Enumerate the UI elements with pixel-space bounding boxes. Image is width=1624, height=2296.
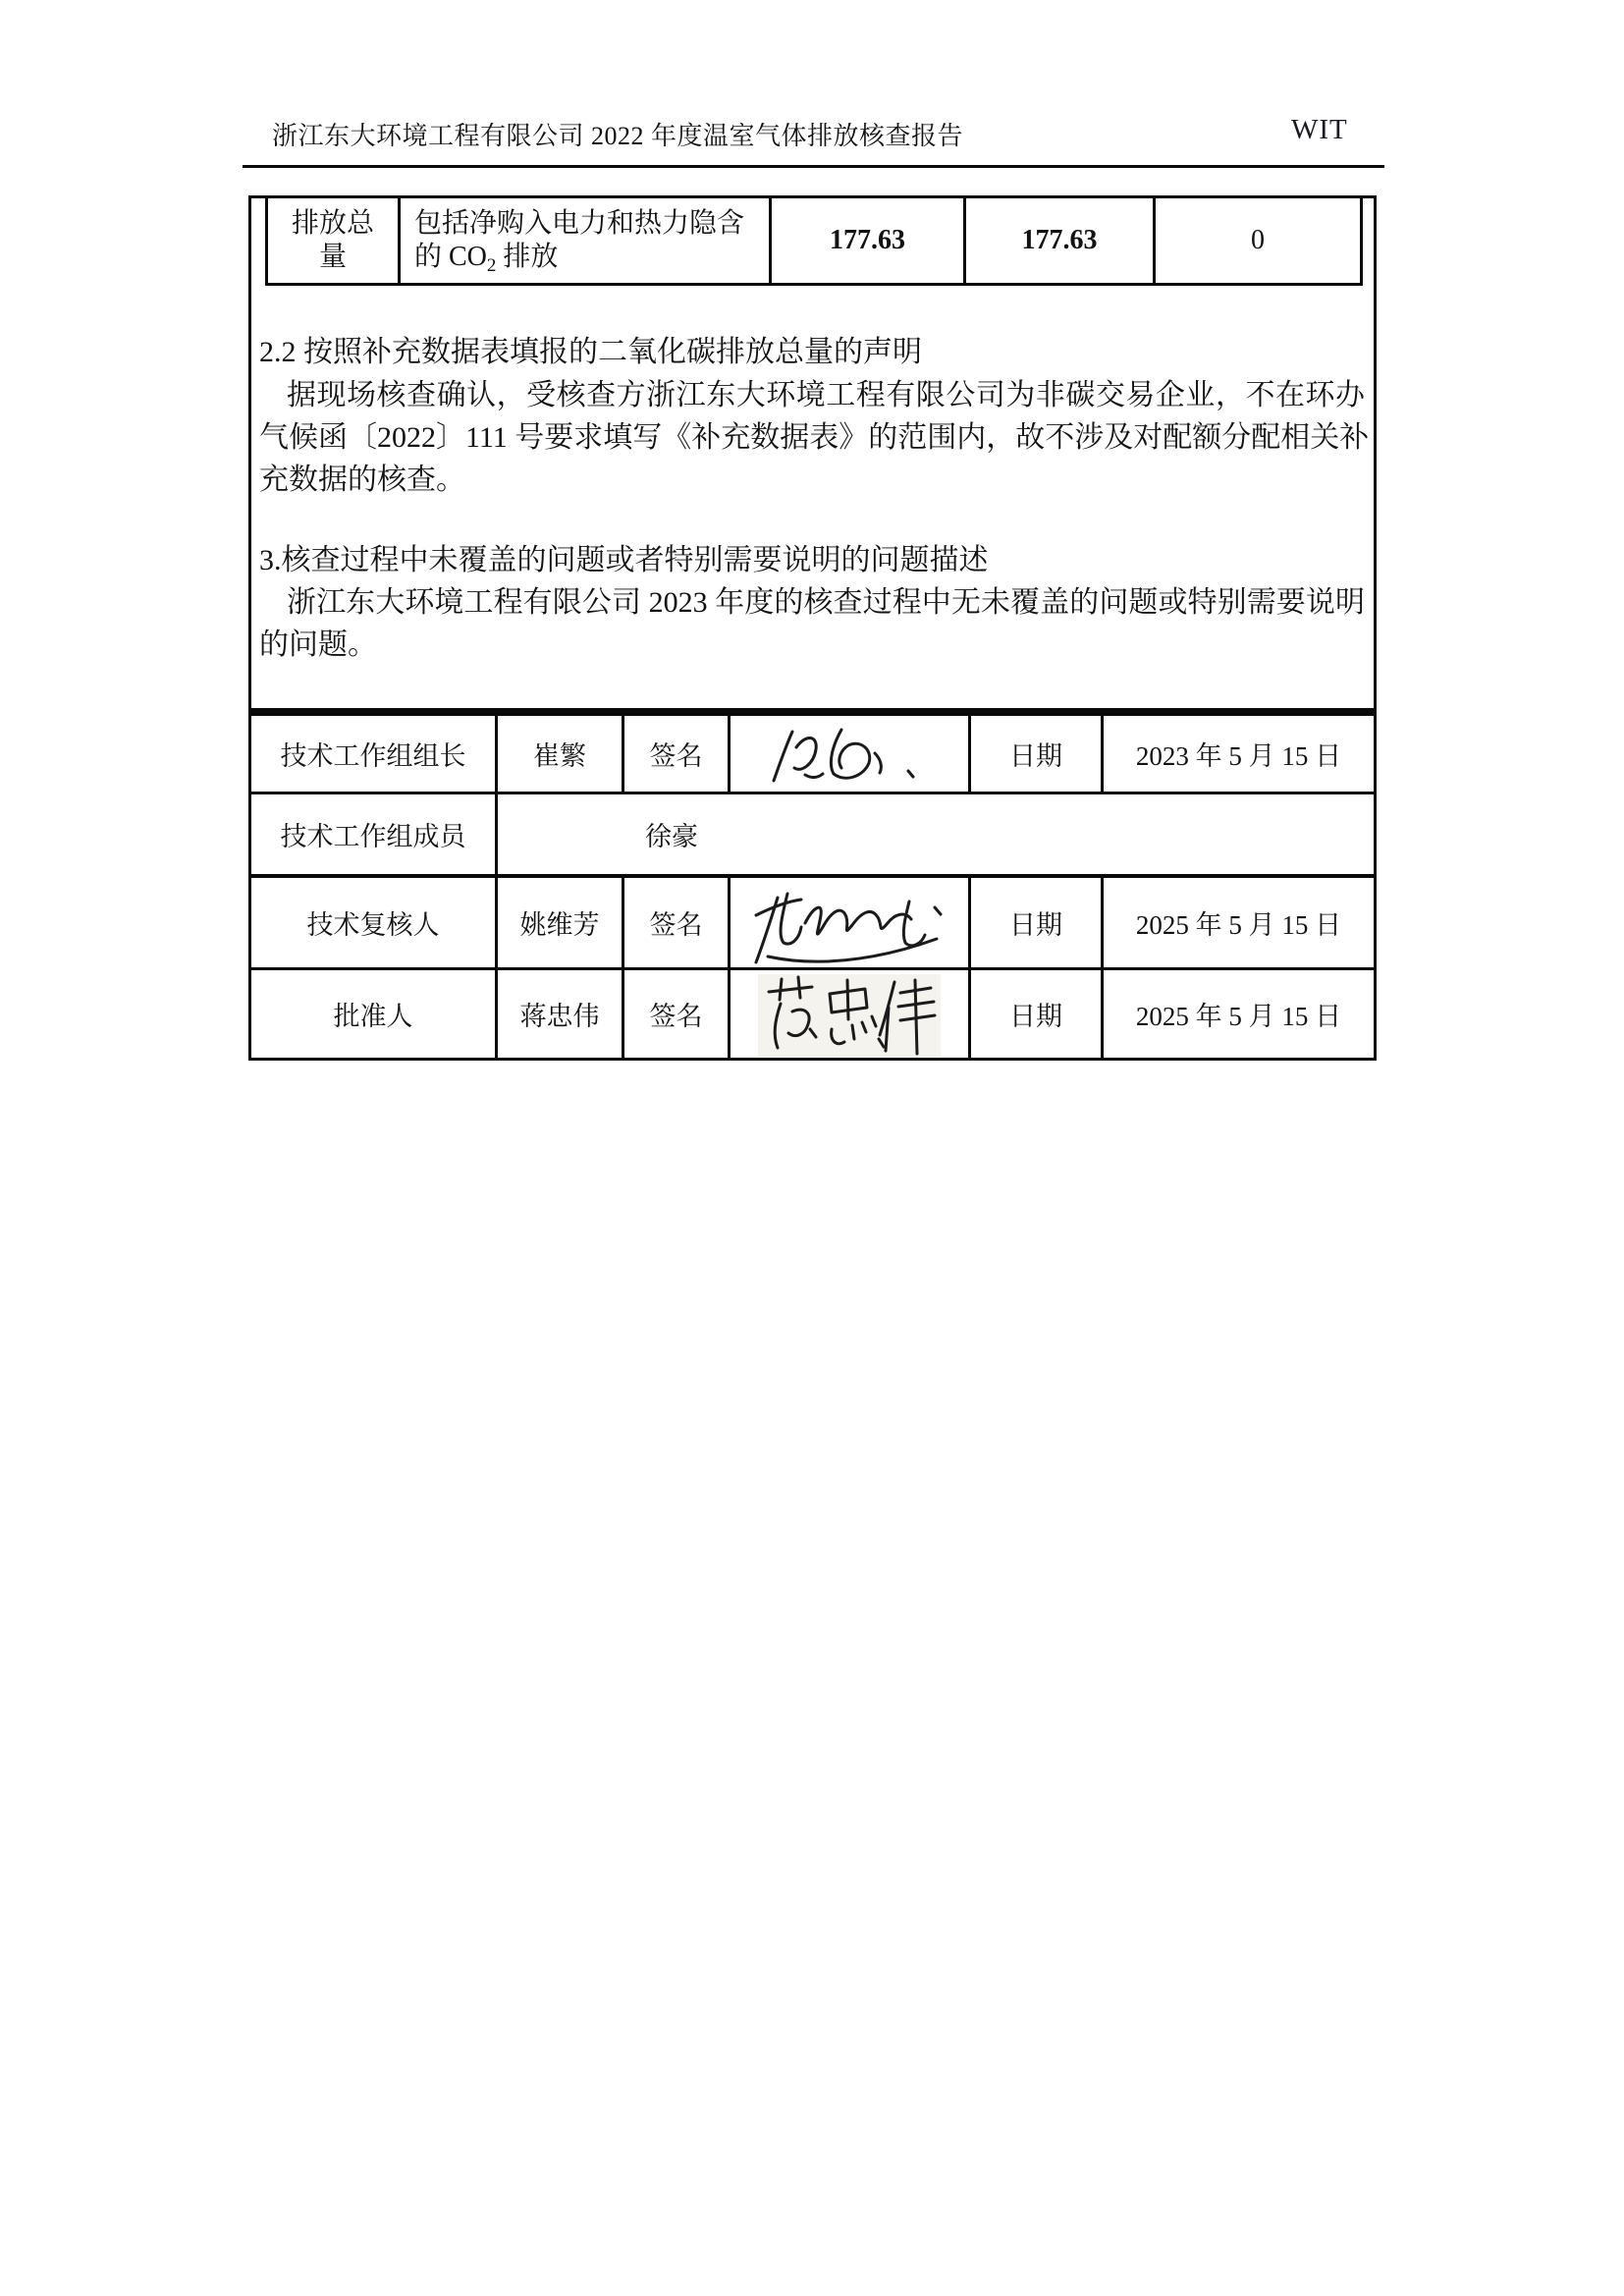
date-label-cell: 日期	[968, 878, 1101, 967]
section-3-heading: 3.核查过程中未覆盖的问题或者特别需要说明的问题描述	[259, 544, 989, 576]
signature-cell	[728, 970, 968, 1058]
table-row	[251, 792, 1374, 874]
role-cell: 批准人	[333, 1002, 413, 1031]
signature-yaoweifang-image	[744, 878, 954, 968]
emission-label-line1: 排放总	[291, 208, 374, 239]
emission-row-label-cell	[268, 198, 398, 283]
table-row	[251, 967, 1374, 1058]
signature-cuifan-image	[761, 720, 938, 789]
sign-label-cell: 签名	[622, 970, 728, 1058]
date-value-cell: 2025 年 5 月 15 日	[1101, 878, 1374, 967]
role-cell: 技术工作组组长	[280, 741, 466, 771]
date-label-cell: 日期	[968, 716, 1101, 792]
page-header-title: 浙江东大环境工程有限公司 2022 年度温室气体排放核查报告	[272, 122, 964, 150]
emission-row-description-cell	[398, 198, 769, 283]
emission-label-line2: 量	[318, 242, 347, 272]
date-value-cell: 2023 年 5 月 15 日	[1101, 716, 1374, 792]
name-cell: 蒋忠伟	[495, 970, 622, 1058]
emission-total-row	[265, 195, 1363, 286]
emission-value-verified-cell: 177.63	[769, 198, 963, 283]
role-cell: 技术工作组成员	[280, 822, 466, 851]
members-cell: 徐豪	[495, 794, 1374, 874]
table-row	[251, 874, 1374, 967]
name-cell: 姚维芳	[495, 878, 622, 967]
sign-label-cell: 签名	[622, 716, 728, 792]
header-rule	[243, 165, 1384, 168]
table-row	[251, 716, 1374, 792]
section-2-2-line2: 气候函〔2022〕111 号要求填写《补充数据表》的范围内，故不涉及对配额分配相关补	[259, 421, 1370, 454]
emission-desc-co2-prefix: 的 CO	[414, 242, 487, 272]
name-cell: 崔繁	[495, 716, 622, 792]
section-3-line2: 的问题。	[259, 629, 377, 661]
section-2-2-line3: 充数据的核查。	[259, 464, 465, 496]
emission-desc-line1: 包括净购入电力和热力隐含	[414, 208, 745, 239]
section-2-2-line1: 据现场核查确认，受核查方浙江东大环境工程有限公司为非碳交易企业，不在环办	[287, 379, 1365, 411]
section-2-2-heading: 2.2 按照补充数据表填报的二氧化碳排放总量的声明	[259, 336, 922, 368]
role-cell: 技术复核人	[306, 910, 440, 940]
header-logo-text: WIT	[1291, 114, 1348, 145]
date-label-cell: 日期	[968, 970, 1101, 1058]
signature-cell	[728, 716, 968, 792]
emission-value-difference-cell: 0	[1153, 198, 1360, 283]
sign-label-cell: 签名	[622, 878, 728, 967]
signature-table	[248, 713, 1377, 1061]
co2-subscript: 2	[486, 255, 497, 276]
section-3-line1: 浙江东大环境工程有限公司 2023 年度的核查过程中无未覆盖的问题或特别需要说明	[287, 586, 1365, 619]
emission-desc-co2-suffix: 排放	[503, 242, 559, 272]
signature-jiangzhongwei-image	[751, 970, 947, 1059]
signature-cell	[728, 878, 968, 967]
emission-value-reported-cell: 177.63	[963, 198, 1153, 283]
date-value-cell: 2025 年 5 月 15 日	[1101, 970, 1374, 1058]
emission-desc-line2	[414, 241, 558, 274]
